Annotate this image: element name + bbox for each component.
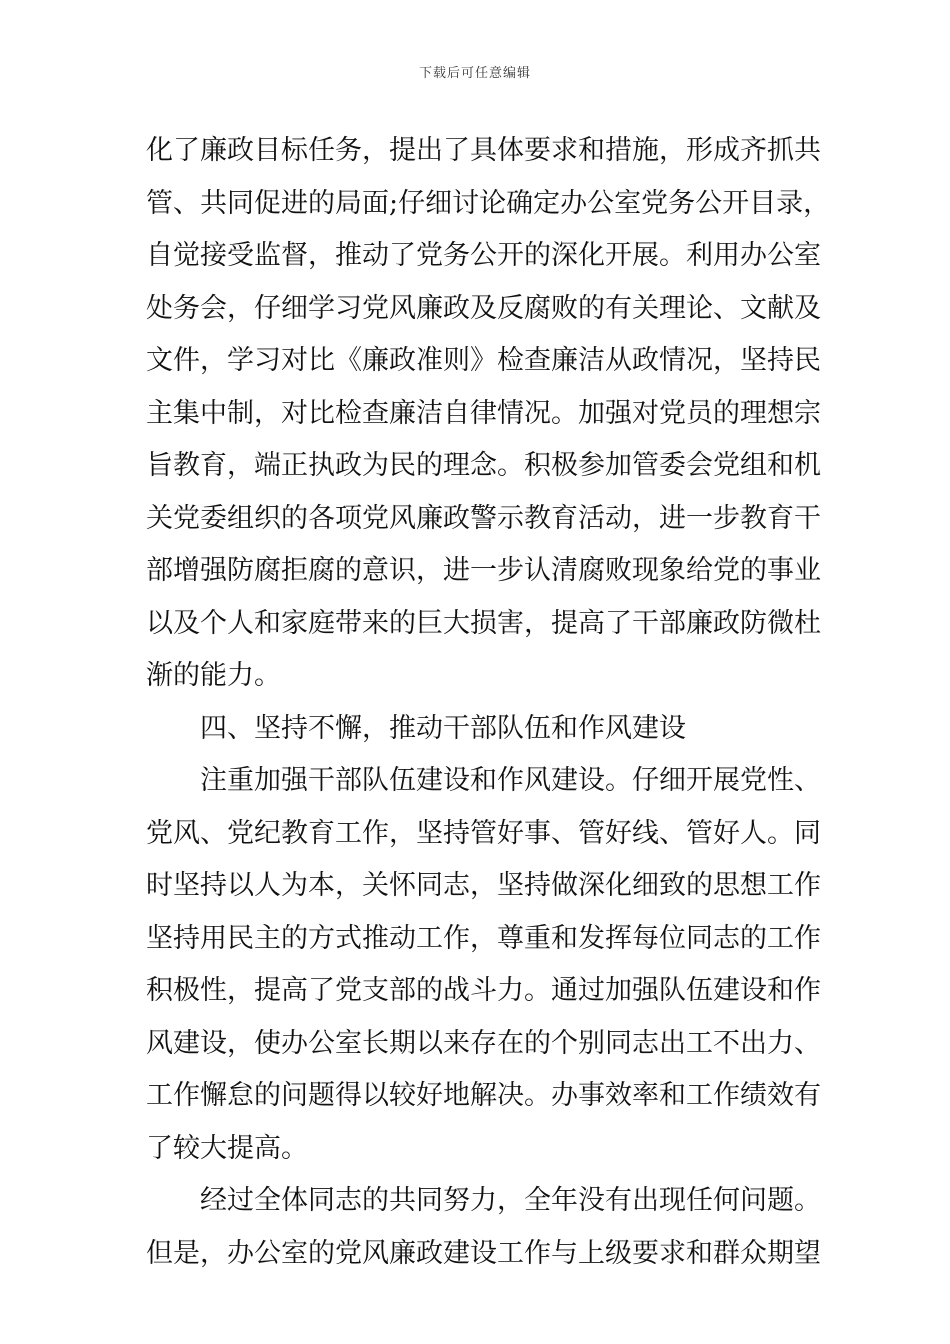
paragraph-line: 文件，学习对比《廉政准则》检查廉洁从政情况，坚持民 (146, 345, 821, 376)
paragraph-line: 主集中制，对比检查廉洁自律情况。加强对党员的理想宗 (146, 397, 821, 429)
paragraph-line: 旨教育，端正执政为民的理念。积极参加管委会党组和机 (146, 450, 821, 481)
page-header: 下载后可任意编辑 (418, 66, 531, 81)
paragraph-line: 注重加强干部队伍建设和作风建设。仔细开展党性、 (200, 765, 821, 796)
paragraph-line: 渐的能力。 (146, 660, 281, 691)
paragraph-line: 风建设，使办公室长期以来存在的个别同志出工不出力、 (146, 1027, 821, 1059)
paragraph-line: 经过全体同志的共同努力，全年没有出现任何问题。 (200, 1185, 821, 1216)
paragraph-line: 管、共同促进的局面;仔细讨论确定办公室党务公开目录， (146, 187, 831, 219)
paragraph-line: 以及个人和家庭带来的巨大损害，提高了干部廉政防微杜 (146, 607, 821, 639)
paragraph-line: 处务会，仔细学习党风廉政及反腐败的有关理论、文献及 (146, 292, 821, 324)
document-body (146, 125, 831, 1280)
paragraph-line: 时坚持以人为本，关怀同志，坚持做深化细致的思想工作 (146, 870, 821, 901)
paragraph-line: 了较大提高。 (146, 1132, 308, 1164)
paragraph-line: 关党委组织的各项党风廉政警示教育活动，进一步教育干 (146, 502, 821, 534)
paragraph-line: 坚持用民主的方式推动工作，尊重和发挥每位同志的工作 (146, 922, 821, 954)
section-heading: 四、坚持不懈，推动干部队伍和作风建设 (200, 712, 686, 744)
paragraph-line: 化了廉政目标任务，提出了具体要求和措施，形成齐抓共 (146, 135, 821, 166)
paragraph-line: 自觉接受监督，推动了党务公开的深化开展。利用办公室 (146, 240, 821, 271)
paragraph-line: 部增强防腐拒腐的意识，进一步认清腐败现象给党的事业 (146, 555, 821, 586)
paragraph-line: 党风、党纪教育工作，坚持管好事、管好线、管好人。同 (146, 817, 821, 849)
paragraph-line: 工作懈怠的问题得以较好地解决。办事效率和工作绩效有 (146, 1080, 821, 1111)
paragraph-line: 积极性，提高了党支部的战斗力。通过加强队伍建设和作 (146, 975, 821, 1006)
paragraph-line: 但是，办公室的党风廉政建设工作与上级要求和群众期望 (146, 1237, 821, 1269)
